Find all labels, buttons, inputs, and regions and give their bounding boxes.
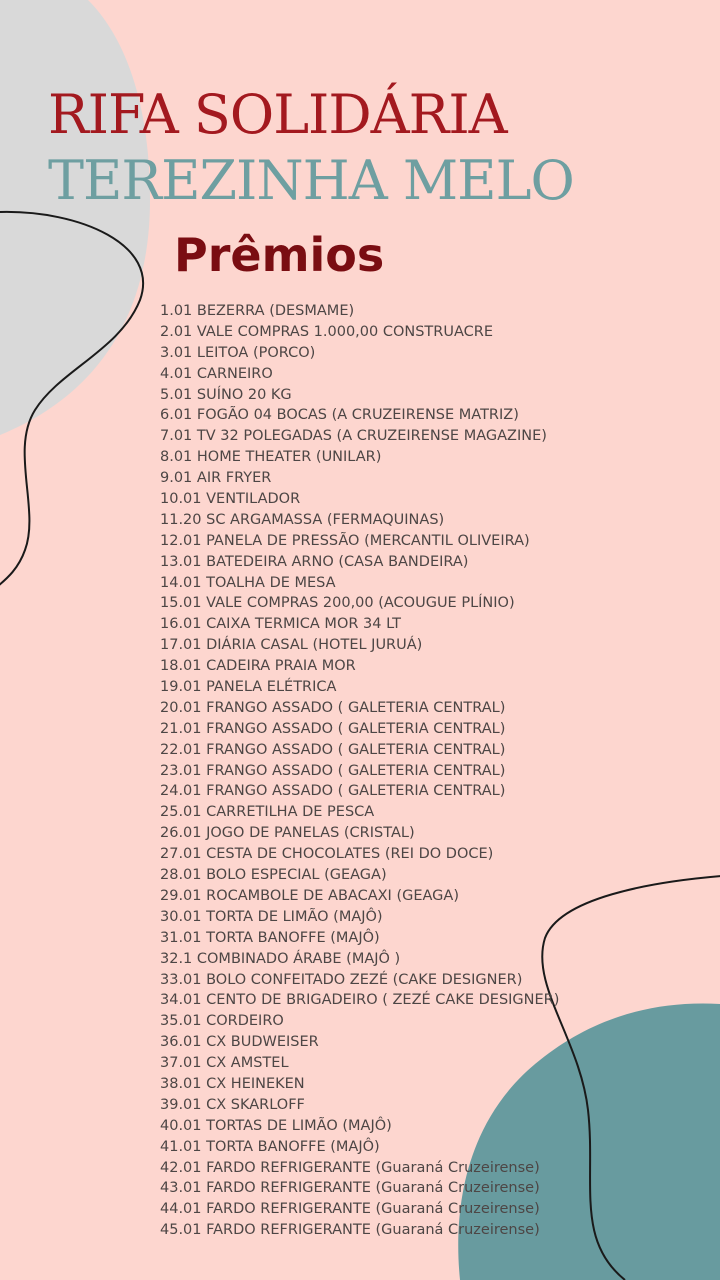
prize-item: 27.01 CESTA DE CHOCOLATES (REI DO DOCE) bbox=[160, 846, 494, 863]
prize-item: 3.01 LEITOA (PORCO) bbox=[160, 344, 316, 361]
prize-item: 36.01 CX BUDWEISER bbox=[160, 1034, 319, 1051]
prize-item: 26.01 JOGO DE PANELAS (CRISTAL) bbox=[160, 825, 415, 842]
prize-item: 15.01 VALE COMPRAS 200,00 (ACOUGUE PLÍNIO) bbox=[160, 595, 515, 612]
prize-item: 35.01 CORDEIRO bbox=[160, 1013, 284, 1030]
prize-item: 17.01 DIÁRIA CASAL (HOTEL JURUÁ) bbox=[160, 637, 423, 654]
prize-item: 24.01 FRANGO ASSADO ( GALETERIA CENTRAL) bbox=[160, 783, 506, 800]
prize-item: 1.01 BEZERRA (DESMAME) bbox=[160, 303, 355, 319]
prize-item: 39.01 CX SKARLOFF bbox=[160, 1096, 305, 1113]
prize-item: 22.01 FRANGO ASSADO ( GALETERIA CENTRAL) bbox=[160, 741, 506, 758]
prize-item: 23.01 FRANGO ASSADO ( GALETERIA CENTRAL) bbox=[160, 762, 506, 779]
prize-item: 29.01 ROCAMBOLE DE ABACAXI (GEAGA) bbox=[160, 887, 459, 904]
prize-item: 12.01 PANELA DE PRESSÃO (MERCANTIL OLIVEIRA) bbox=[160, 532, 530, 549]
prize-item: 5.01 SUÍNO 20 KG bbox=[160, 386, 292, 403]
prize-item: 31.01 TORTA BANOFFE (MAJÔ) bbox=[160, 929, 380, 946]
prize-item: 8.01 HOME THEATER (UNILAR) bbox=[160, 449, 382, 466]
prize-item: 6.01 FOGÃO 04 BOCAS (A CRUZEIRENSE MATRIZ) bbox=[160, 407, 519, 424]
prize-item: 9.01 AIR FRYER bbox=[160, 470, 272, 487]
prize-item: 30.01 TORTA DE LIMÃO (MAJÔ) bbox=[160, 908, 383, 925]
prize-item: 45.01 FARDO REFRIGERANTE (Guaraná Cruzeirense) bbox=[160, 1222, 540, 1239]
prizes-heading: Prêmios bbox=[174, 228, 385, 282]
prize-item: 28.01 BOLO ESPECIAL (GEAGA) bbox=[160, 867, 387, 884]
prize-item: 20.01 FRANGO ASSADO ( GALETERIA CENTRAL) bbox=[160, 699, 506, 716]
prize-item: 33.01 BOLO CONFEITADO ZEZÉ (CAKE DESIGNER) bbox=[160, 971, 523, 988]
prize-item: 41.01 TORTA BANOFFE (MAJÔ) bbox=[160, 1138, 380, 1155]
prize-item: 7.01 TV 32 POLEGADAS (A CRUZEIRENSE MAGAZINE) bbox=[160, 428, 547, 445]
prize-item: 10.01 VENTILADOR bbox=[160, 491, 301, 508]
prize-item: 25.01 CARRETILHA DE PESCA bbox=[160, 804, 375, 821]
prize-item: 34.01 CENTO DE BRIGADEIRO ( ZEZÉ CAKE DESIGNER) bbox=[160, 992, 560, 1009]
prize-item: 14.01 TOALHA DE MESA bbox=[160, 574, 336, 591]
prize-item: 21.01 FRANGO ASSADO ( GALETERIA CENTRAL) bbox=[160, 720, 506, 737]
title-line-1: RIFA SOLIDÁRIA bbox=[48, 83, 507, 146]
prize-item: 13.01 BATEDEIRA ARNO (CASA BANDEIRA) bbox=[160, 553, 469, 570]
prize-item: 19.01 PANELA ELÉTRICA bbox=[160, 679, 337, 696]
title-line-2: TEREZINHA MELO bbox=[48, 149, 574, 212]
prize-item: 44.01 FARDO REFRIGERANTE (Guaraná Cruzeirense) bbox=[160, 1201, 540, 1218]
prize-item: 43.01 FARDO REFRIGERANTE (Guaraná Cruzeirense) bbox=[160, 1180, 540, 1197]
prize-item: 18.01 CADEIRA PRAIA MOR bbox=[160, 658, 356, 675]
prize-item: 40.01 TORTAS DE LIMÃO (MAJÔ) bbox=[160, 1117, 392, 1134]
prize-list bbox=[160, 301, 700, 1241]
prize-item: 42.01 FARDO REFRIGERANTE (Guaraná Cruzeirense) bbox=[160, 1159, 540, 1176]
prize-item: 16.01 CAIXA TERMICA MOR 34 LT bbox=[160, 616, 402, 633]
prize-item: 2.01 VALE COMPRAS 1.000,00 CONSTRUACRE bbox=[160, 323, 494, 340]
prize-item: 11.20 SC ARGAMASSA (FERMAQUINAS) bbox=[160, 511, 445, 528]
prize-item: 4.01 CARNEIRO bbox=[160, 365, 273, 382]
prize-item: 38.01 CX HEINEKEN bbox=[160, 1075, 305, 1092]
prize-item: 32.1 COMBINADO ÁRABE (MAJÔ ) bbox=[160, 950, 401, 967]
prize-item: 37.01 CX AMSTEL bbox=[160, 1055, 289, 1072]
